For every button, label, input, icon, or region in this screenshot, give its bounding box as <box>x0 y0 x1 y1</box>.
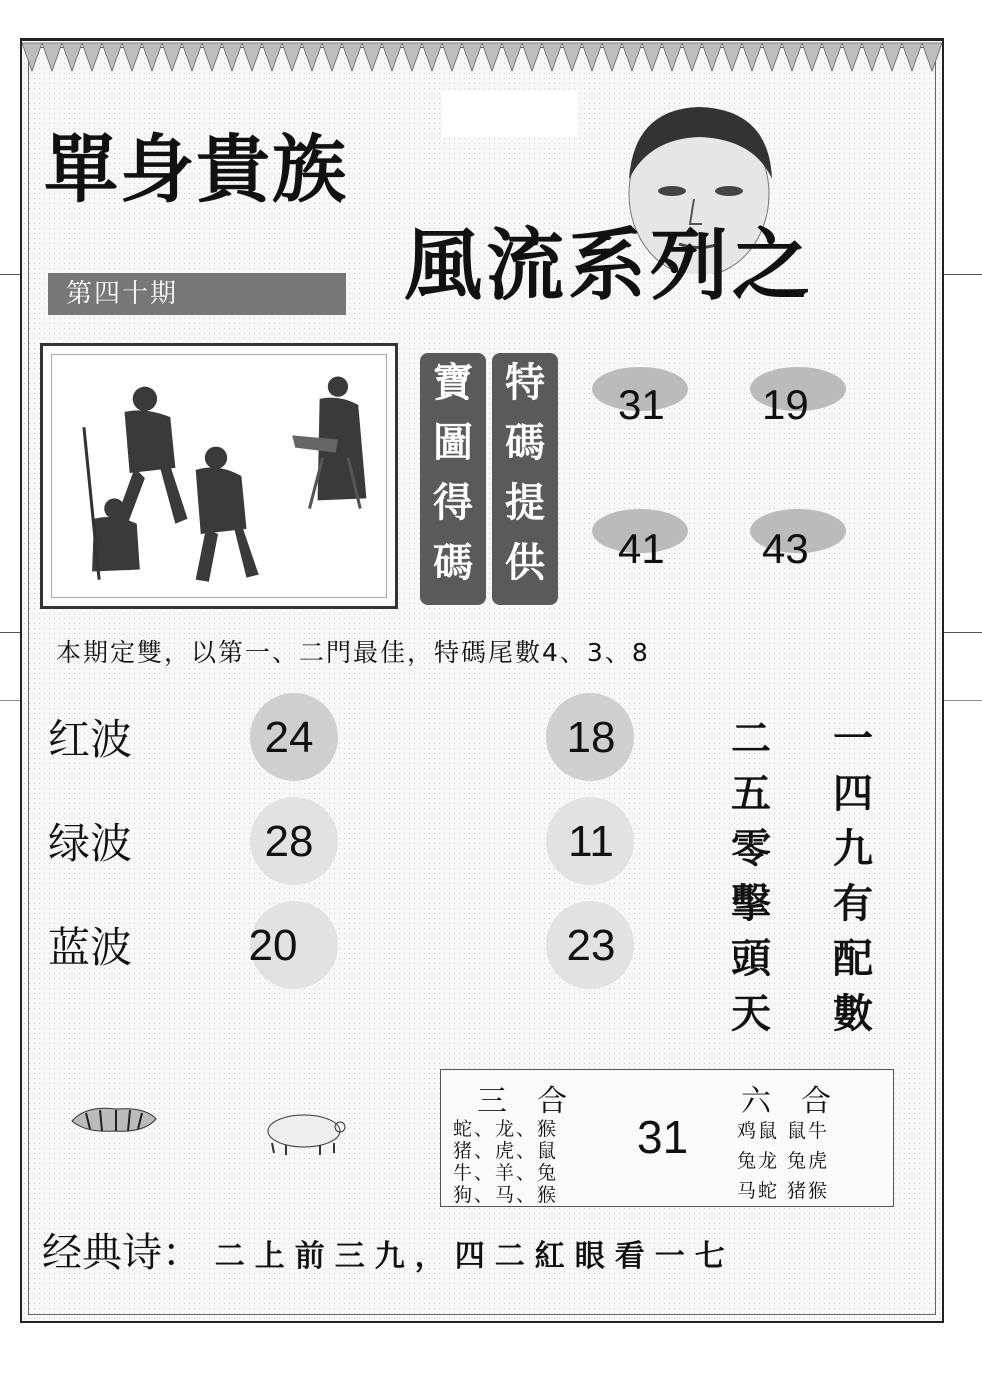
sanhe-heading: 三合 <box>477 1084 597 1119</box>
wave-label-green: 绿波 <box>48 819 133 868</box>
border-triangle <box>302 43 322 71</box>
main-title: 單身貴族 <box>44 127 348 213</box>
hint-char: 有 <box>833 880 873 927</box>
border-triangle <box>742 43 762 71</box>
issue-number: 第四十期 <box>48 273 346 315</box>
border-triangle <box>582 43 602 71</box>
sanhe-row: 蛇、龙、猴 <box>453 1118 559 1140</box>
sanhe-row: 狗、马、猴 <box>453 1184 559 1206</box>
border-triangle <box>282 43 302 71</box>
col1-char: 碼 <box>433 539 473 586</box>
border-triangle <box>102 43 122 71</box>
border-triangle <box>22 43 42 71</box>
wave-number: 11 <box>568 817 614 866</box>
classic-poem <box>42 1221 735 1278</box>
border-triangle <box>462 43 482 71</box>
col1-char: 圖 <box>433 419 473 466</box>
hint-column-right <box>828 711 878 1041</box>
col2-char: 碼 <box>505 419 545 466</box>
special-number: 31 <box>618 381 665 428</box>
border-triangle <box>182 43 202 71</box>
border-triangle <box>162 43 182 71</box>
border-triangle <box>722 43 742 71</box>
hint-char: 配 <box>833 935 873 982</box>
border-triangle <box>642 43 662 71</box>
border-triangle <box>822 43 842 71</box>
series-title: 風流系列之 <box>404 220 815 311</box>
border-triangle <box>202 43 222 71</box>
special-number: 19 <box>762 381 809 428</box>
hint-column-left <box>726 711 776 1041</box>
border-triangle <box>82 43 102 71</box>
wave-number: 18 <box>566 713 616 762</box>
border-triangle <box>242 43 262 71</box>
border-triangle <box>802 43 822 71</box>
border-triangle <box>222 43 242 71</box>
pig-icon <box>254 1109 350 1157</box>
zodiac-number: 31 <box>637 1111 689 1163</box>
border-triangle <box>602 43 622 71</box>
wave-number: 20 <box>248 921 298 970</box>
hint-char: 天 <box>731 990 771 1037</box>
border-triangle <box>662 43 682 71</box>
poem-label: 经典诗： <box>42 1230 202 1276</box>
hint-char: 一 <box>833 715 873 762</box>
border-triangle <box>842 43 862 71</box>
liuhe-heading: 六合 <box>741 1084 861 1119</box>
prediction-note: 本期定雙，以第一、二門最佳，特碼尾數4、3、8 <box>56 638 650 667</box>
label-column-2 <box>492 353 558 605</box>
wave-number: 23 <box>566 921 616 970</box>
wave-label-red: 红波 <box>48 715 133 764</box>
border-triangle <box>142 43 162 71</box>
sanhe-row: 猪、虎、鼠 <box>453 1140 559 1162</box>
liuhe-row: 马蛇 猪猴 <box>737 1180 830 1202</box>
border-triangle <box>702 43 722 71</box>
special-number: 43 <box>762 525 809 572</box>
tiger-icon <box>66 1099 162 1139</box>
border-triangle <box>62 43 82 71</box>
hint-char: 數 <box>833 990 873 1037</box>
border-triangle <box>762 43 782 71</box>
border-triangle <box>522 43 542 71</box>
border-triangle <box>882 43 902 71</box>
poem-text: 二上前三九，四二紅眼看一七 <box>214 1239 735 1274</box>
border-triangle <box>442 43 462 71</box>
border-triangle <box>502 43 522 71</box>
label-column-1 <box>420 353 486 605</box>
col2-char: 提 <box>505 479 545 526</box>
border-triangle <box>342 43 362 71</box>
border-triangle <box>542 43 562 71</box>
border-triangle <box>262 43 282 71</box>
border-triangle <box>922 43 942 71</box>
border-triangle <box>862 43 882 71</box>
hint-char: 擊 <box>731 880 771 927</box>
zodiac-combination-box <box>440 1069 894 1207</box>
border-triangle <box>322 43 342 71</box>
border-triangle <box>122 43 142 71</box>
wave-label-blue: 蓝波 <box>48 923 133 972</box>
triangle-border-decoration <box>22 41 942 81</box>
hint-char: 五 <box>731 770 771 817</box>
liuhe-row: 兔龙 兔虎 <box>737 1150 830 1172</box>
border-triangle <box>402 43 422 71</box>
border-triangle <box>482 43 502 71</box>
hint-char: 四 <box>833 770 873 817</box>
border-triangle <box>682 43 702 71</box>
lottery-sheet <box>20 38 944 1323</box>
special-number: 41 <box>618 525 665 572</box>
liuhe-row: 鸡鼠 鼠牛 <box>737 1120 830 1142</box>
hint-char: 二 <box>731 715 771 762</box>
sanhe-row: 牛、羊、兔 <box>453 1162 559 1184</box>
col1-char: 寶 <box>433 359 473 406</box>
border-triangle <box>362 43 382 71</box>
col2-char: 特 <box>505 359 545 406</box>
wave-number: 28 <box>264 817 314 866</box>
blank-label-box <box>442 91 578 137</box>
border-triangle <box>562 43 582 71</box>
warrior-illustration <box>40 343 398 609</box>
col2-char: 供 <box>505 539 545 586</box>
hint-char: 九 <box>833 825 873 872</box>
border-triangle <box>42 43 62 71</box>
wave-number: 24 <box>264 713 314 762</box>
border-triangle <box>782 43 802 71</box>
border-triangle <box>622 43 642 71</box>
border-triangle <box>382 43 402 71</box>
col1-char: 得 <box>433 479 473 526</box>
hint-char: 零 <box>731 825 771 872</box>
border-triangle <box>422 43 442 71</box>
border-triangle <box>902 43 922 71</box>
hint-char: 頭 <box>731 935 771 982</box>
